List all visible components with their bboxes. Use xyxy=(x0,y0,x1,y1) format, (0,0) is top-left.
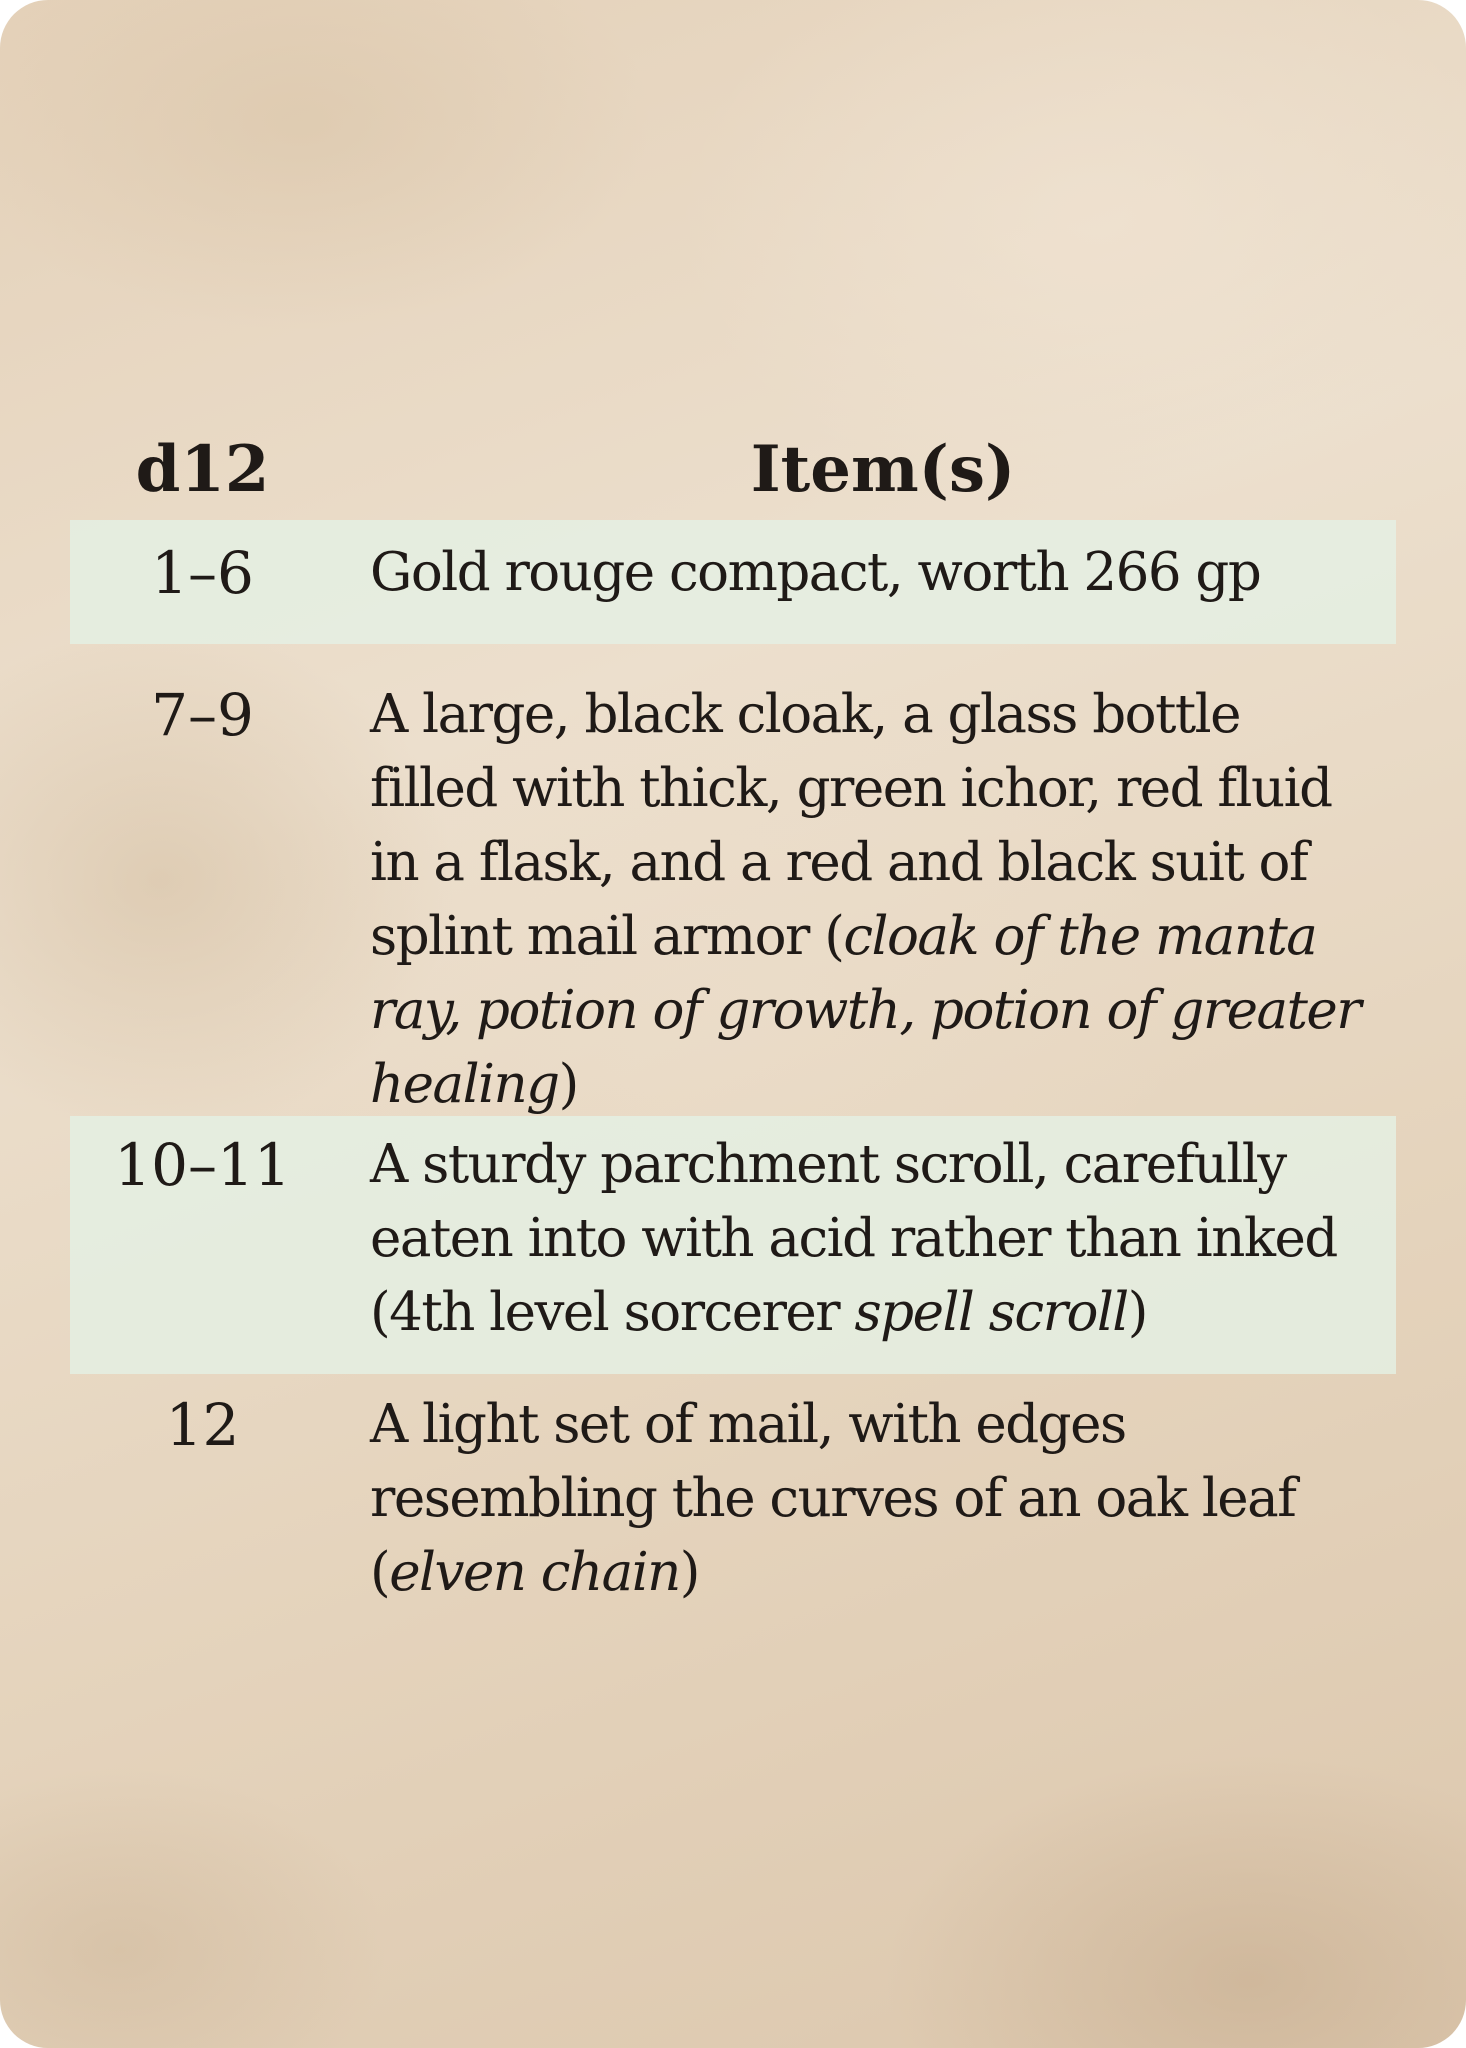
description-line xyxy=(370,1462,1376,1536)
text-segment: ) xyxy=(1127,1282,1147,1343)
text-segment: Gold rouge compact, worth 266 gp xyxy=(370,542,1261,603)
roll-range: 7–9 xyxy=(151,681,254,749)
description-line xyxy=(370,900,1376,974)
text-segment: (4th level sorcerer xyxy=(370,1282,855,1343)
text-segment: splint mail armor ( xyxy=(370,906,844,967)
text-segment: ) xyxy=(558,1054,578,1115)
description-line xyxy=(370,678,1376,752)
text-segment: A sturdy parchment scroll, carefully xyxy=(370,1134,1286,1195)
header-roll: d12 xyxy=(135,432,270,507)
italic-text: cloak of the manta xyxy=(843,906,1317,967)
description-line xyxy=(370,974,1376,1048)
text-segment: in a flask, and a red and black suit of xyxy=(370,832,1308,893)
text-segment: A large, black cloak, a glass bottle xyxy=(370,684,1240,745)
text-segment: ( xyxy=(370,1542,390,1603)
item-description xyxy=(335,678,1396,1122)
table-row xyxy=(70,520,1396,644)
italic-text: healing xyxy=(370,1054,559,1115)
description-line xyxy=(370,1536,1376,1610)
item-description xyxy=(335,1128,1396,1350)
description-line xyxy=(370,536,1376,610)
italic-text: ray, potion of growth, potion of greater xyxy=(370,980,1361,1041)
table-row xyxy=(70,644,1396,1116)
description-line xyxy=(370,1276,1376,1350)
table-header xyxy=(70,420,1396,520)
italic-text: elven chain xyxy=(389,1542,680,1603)
table-row xyxy=(70,1116,1396,1374)
description-line xyxy=(370,1128,1376,1202)
description-line xyxy=(370,752,1376,826)
roll-range: 10–11 xyxy=(114,1131,291,1199)
table-row xyxy=(70,1374,1396,1634)
italic-text: spell scroll xyxy=(854,1282,1128,1343)
roll-range: 12 xyxy=(165,1391,240,1459)
description-line xyxy=(370,1202,1376,1276)
header-items: Item(s) xyxy=(750,432,1016,507)
roll-range: 1–6 xyxy=(151,539,254,607)
description-line xyxy=(370,1048,1376,1122)
text-segment: filled with thick, green ichor, red fluid xyxy=(370,758,1332,819)
loot-table xyxy=(70,420,1396,1634)
text-segment: resembling the curves of an oak leaf xyxy=(370,1468,1296,1529)
description-line xyxy=(370,826,1376,900)
description-line xyxy=(370,1388,1376,1462)
text-segment: A light set of mail, with edges xyxy=(370,1394,1126,1455)
text-segment: ) xyxy=(679,1542,699,1603)
text-segment: eaten into with acid rather than inked xyxy=(370,1208,1337,1269)
item-description xyxy=(335,536,1396,610)
item-description xyxy=(335,1388,1396,1610)
